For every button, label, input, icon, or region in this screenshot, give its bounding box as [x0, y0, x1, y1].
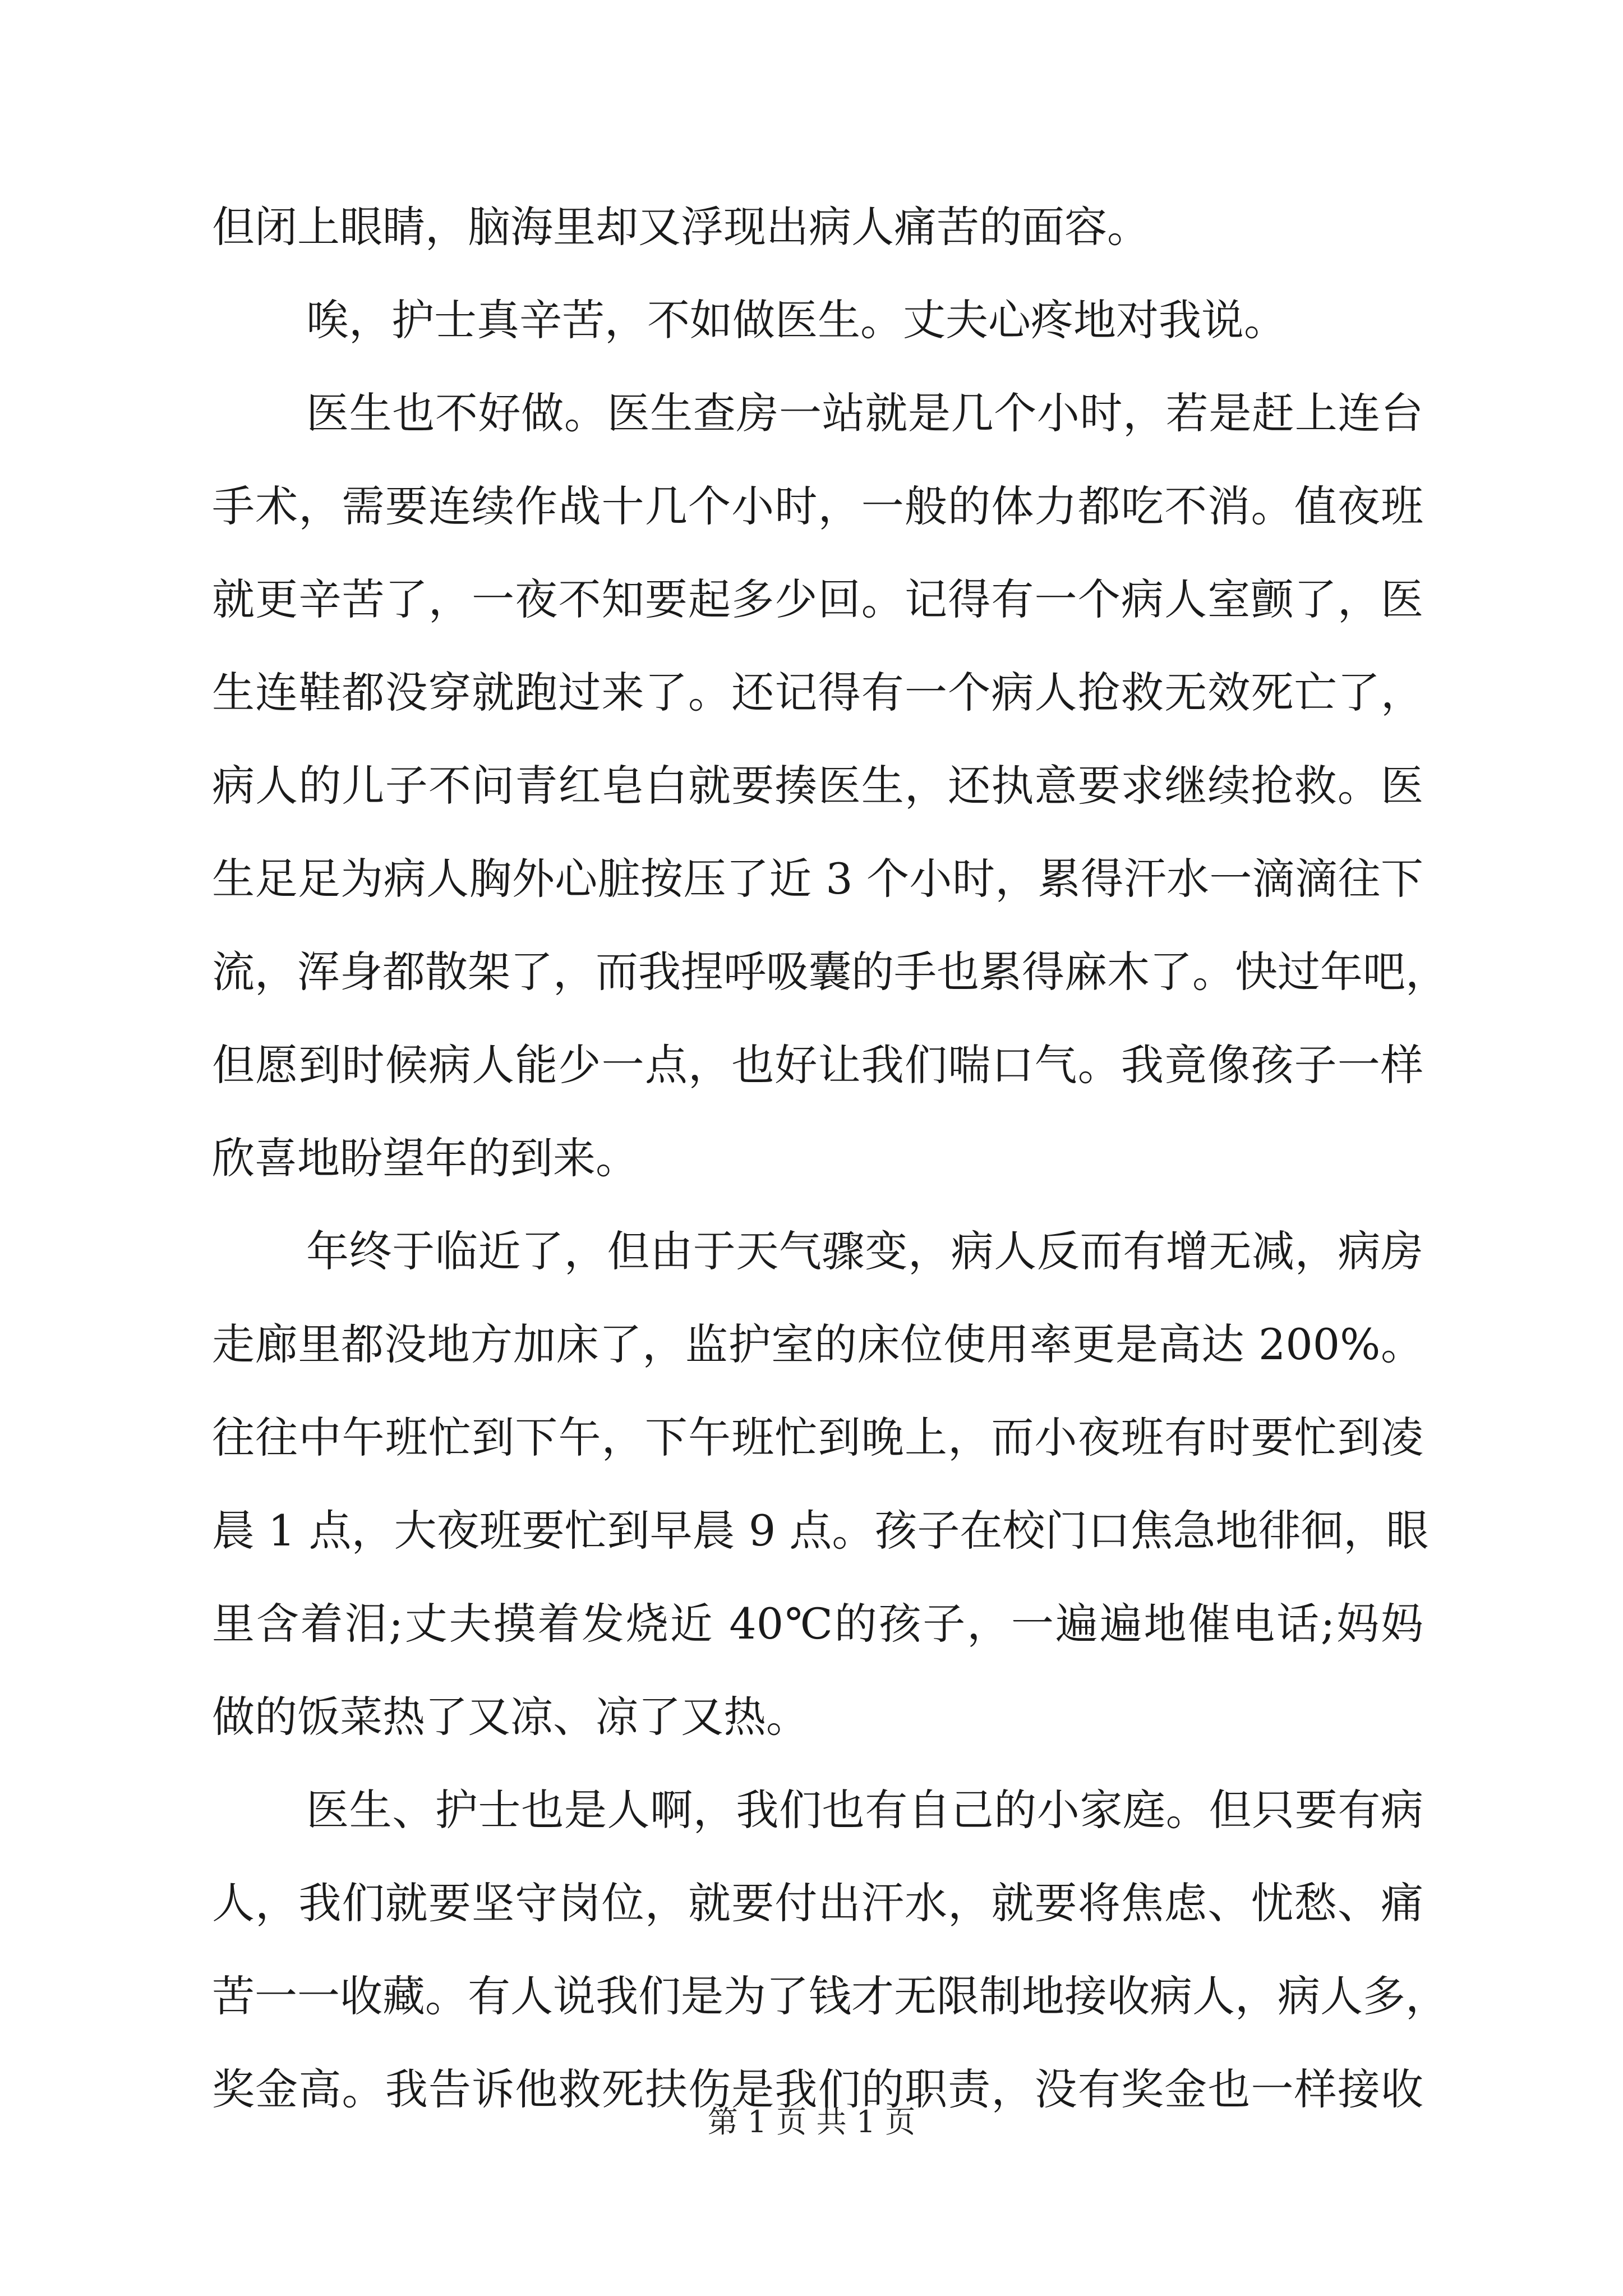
page-footer: 第 1 页 共 1 页 — [707, 2104, 916, 2139]
text-line: 生连鞋都没穿就跑过来了。还记得有一个病人抢救无效死亡了， — [212, 668, 1423, 717]
text-line: 唉，护士真辛苦，不如做医生。丈夫心疼地对我说。 — [306, 295, 1287, 345]
text-line: 病人的儿子不问青红皂白就要揍医生，还执意要求继续抢救。医 — [212, 761, 1423, 811]
text-line: 做的饭菜热了又凉、凉了又热。 — [212, 1692, 809, 1742]
text-line: 欣喜地盼望年的到来。 — [212, 1133, 638, 1183]
text-line: 奖金高。我告诉他救死扶伤是我们的职责，没有奖金也一样接收 — [212, 2064, 1423, 2114]
text-line: 人，我们就要坚守岗位，就要付出汗水，就要将焦虑、忧愁、痛 — [212, 1878, 1423, 1928]
text-line: 就更辛苦了，一夜不知要起多少回。记得有一个病人室颤了，医 — [212, 574, 1423, 624]
text-line: 里含着泪;丈夫摸着发烧近 40℃的孩子，一遍遍地催电话;妈妈 — [212, 1599, 1423, 1649]
text-line: 流，浑身都散架了，而我捏呼吸囊的手也累得麻木了。快过年吧， — [212, 947, 1448, 997]
text-line: 医生也不好做。医生查房一站就是几个小时，若是赶上连台 — [306, 388, 1423, 438]
text-line: 但闭上眼睛，脑海里却又浮现出病人痛苦的面容。 — [212, 202, 1150, 252]
text-line: 医生、护士也是人啊，我们也有自己的小家庭。但只要有病 — [306, 1785, 1423, 1835]
text-line: 手术，需要连续作战十几个小时，一般的体力都吃不消。值夜班 — [212, 481, 1423, 531]
text-line: 但愿到时候病人能少一点，也好让我们喘口气。我竟像孩子一样 — [212, 1040, 1423, 1090]
text-line: 往往中午班忙到下午，下午班忙到晚上，而小夜班有时要忙到凌 — [212, 1412, 1423, 1462]
text-line: 晨 1 点，大夜班要忙到早晨 9 点。孩子在校门口焦急地徘徊，眼 — [212, 1506, 1429, 1556]
text-line: 苦一一收藏。有人说我们是为了钱才无限制地接收病人，病人多， — [212, 1971, 1448, 2021]
text-line: 走廊里都没地方加床了，监护室的床位使用率更是高达 200%。 — [212, 1319, 1423, 1369]
text-line: 年终于临近了，但由于天气骤变，病人反而有增无减，病房 — [306, 1226, 1423, 1276]
body-text — [212, 181, 1448, 2136]
text-line: 生足足为病人胸外心脏按压了近 3 个小时，累得汗水一滴滴往下 — [212, 854, 1423, 904]
